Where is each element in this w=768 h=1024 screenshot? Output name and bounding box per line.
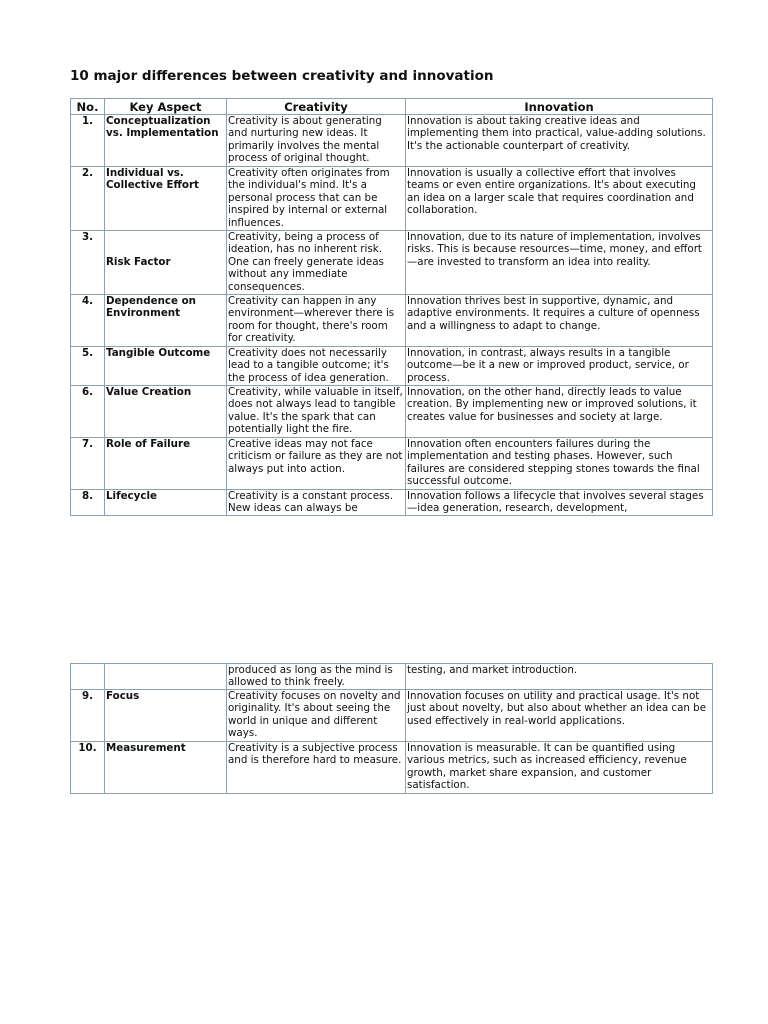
row-key-aspect: Lifecycle: [105, 490, 227, 516]
row-key-aspect: Measurement: [105, 742, 227, 794]
table-row: [71, 490, 713, 516]
comparison-table-continued: [70, 663, 713, 794]
row-creativity: Creativity focuses on novelty and originality. It's about seeing the world in unique and different ways.: [227, 690, 406, 742]
row-innovation: testing, and market introduction.: [406, 664, 713, 690]
page-title: 10 major differences between creativity and innovation: [70, 68, 494, 84]
row-innovation: Innovation is about taking creative ideas and implementing them into practical, value-adding solutions. It's the actionable counterpart of creativity.: [406, 115, 713, 167]
header-creativity: Creativity: [227, 99, 406, 115]
row-number: 3.: [71, 231, 105, 295]
row-key-aspect: Tangible Outcome: [105, 347, 227, 386]
row-number: 5.: [71, 347, 105, 386]
row-key-aspect: Risk Factor: [105, 231, 227, 295]
row-innovation: Innovation is measurable. It can be quantified using various metrics, such as increased efficiency, revenue growth, market share expansion, and customer satisfaction.: [406, 742, 713, 794]
row-number: 8.: [71, 490, 105, 516]
table-row: [71, 167, 713, 231]
row-creativity: Creativity, while valuable in itself, does not always lead to tangible value. It's the spark that can potentially light the fire.: [227, 386, 406, 438]
row-key-aspect: Conceptualization vs. Implementation: [105, 115, 227, 167]
row-number: 4.: [71, 295, 105, 347]
table-header-row: [71, 99, 713, 115]
row-innovation: Innovation focuses on utility and practical usage. It's not just about novelty, but also about whether an idea can be used effectively in real-world applications.: [406, 690, 713, 742]
row-key-aspect: Dependence on Environment: [105, 295, 227, 347]
row-creativity: Creativity, being a process of ideation, has no inherent risk. One can freely generate ideas without any immediate consequences.: [227, 231, 406, 295]
row-innovation: Innovation, on the other hand, directly leads to value creation. By implementing new or improved solutions, it creates value for businesses and society at large.: [406, 386, 713, 438]
row-creativity: Creativity is about generating and nurturing new ideas. It primarily involves the mental process of original thought.: [227, 115, 406, 167]
row-key-aspect-empty: [105, 664, 227, 690]
row-number: 7.: [71, 438, 105, 490]
row-creativity: Creativity is a subjective process and is therefore hard to measure.: [227, 742, 406, 794]
row-key-aspect: Value Creation: [105, 386, 227, 438]
table-row: [71, 231, 713, 295]
table-row-continuation: [71, 664, 713, 690]
header-innovation: Innovation: [406, 99, 713, 115]
table-row: [71, 438, 713, 490]
row-creativity: Creative ideas may not face criticism or failure as they are not always put into action.: [227, 438, 406, 490]
row-number-empty: [71, 664, 105, 690]
row-number: 2.: [71, 167, 105, 231]
row-number: 10.: [71, 742, 105, 794]
row-creativity: Creativity does not necessarily lead to a tangible outcome; it's the process of idea generation.: [227, 347, 406, 386]
comparison-table: [70, 98, 713, 516]
row-key-aspect: Individual vs. Collective Effort: [105, 167, 227, 231]
row-key-aspect: Focus: [105, 690, 227, 742]
row-creativity: Creativity is a constant process. New ideas can always be: [227, 490, 406, 516]
table-row: [71, 690, 713, 742]
row-key-aspect: Role of Failure: [105, 438, 227, 490]
row-innovation: Innovation thrives best in supportive, dynamic, and adaptive environments. It requires a culture of openness and a willingness to adapt to change.: [406, 295, 713, 347]
table-row: [71, 295, 713, 347]
table-row: [71, 115, 713, 167]
row-innovation: Innovation is usually a collective effort that involves teams or even entire organizations. It's about executing an idea on a larger scale that requires coordination and collaboration.: [406, 167, 713, 231]
row-number: 9.: [71, 690, 105, 742]
row-number: 6.: [71, 386, 105, 438]
row-creativity: Creativity often originates from the individual's mind. It's a personal process that can be inspired by internal or external influences.: [227, 167, 406, 231]
row-creativity: produced as long as the mind is allowed to think freely.: [227, 664, 406, 690]
table-row: [71, 386, 713, 438]
row-innovation: Innovation, in contrast, always results in a tangible outcome—be it a new or improved product, service, or process.: [406, 347, 713, 386]
row-number: 1.: [71, 115, 105, 167]
row-innovation: Innovation often encounters failures during the implementation and testing phases. However, such failures are considered stepping stones towards the final successful outcome.: [406, 438, 713, 490]
table-row: [71, 742, 713, 794]
row-innovation: Innovation follows a lifecycle that involves several stages—idea generation, research, development,: [406, 490, 713, 516]
row-innovation: Innovation, due to its nature of implementation, involves risks. This is because resources—time, money, and effort—are invested to transform an idea into reality.: [406, 231, 713, 295]
table-row: [71, 347, 713, 386]
header-key-aspect: Key Aspect: [105, 99, 227, 115]
header-no: No.: [71, 99, 105, 115]
row-creativity: Creativity can happen in any environment—wherever there is room for thought, there's room for creativity.: [227, 295, 406, 347]
